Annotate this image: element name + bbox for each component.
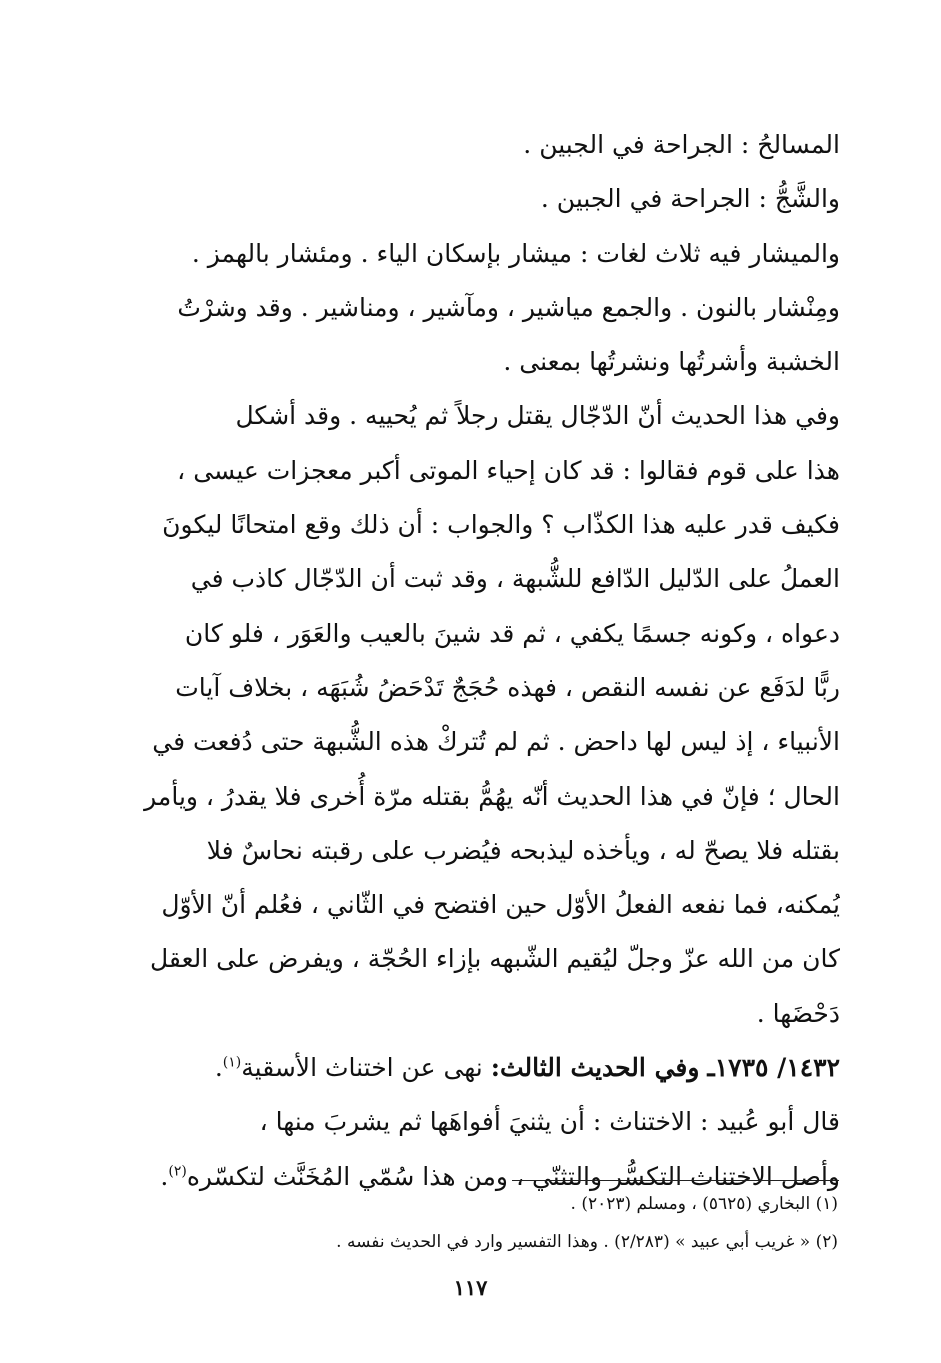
text-line: الأنبياء ، إذ ليس لها داحض . ثم لم تُتركْ هذه الشُّبهة حتى دُفعت في	[152, 727, 840, 757]
hadith-number: ١٤٣٢/ ١٧٣٥ـ	[707, 1053, 840, 1083]
footnote: (١) البخاري (٥٦٢٥) ، ومسلم (٢٠٢٣) .	[570, 1194, 838, 1214]
hadith-text: نهى عن اختناث الأسقية	[241, 1053, 483, 1083]
footnotes	[100, 1185, 838, 1261]
heading-end: .	[214, 1053, 223, 1083]
text-line: فكيف قدر عليه هذا الكذّاب ؟ والجواب : أن ذلك وقع امتحانًا ليكونَ	[162, 510, 840, 540]
text-line: يُمكنه، فما نفعه الفعلُ الأوّل حين افتضح في الثّاني ، فعُلم أنّ الأوّل	[161, 890, 840, 920]
hadith-heading	[100, 1041, 840, 1095]
text-line: والميشار فيه ثلاث لغات : ميشار بإسكان الياء . ومئشار بالهمز .	[191, 238, 840, 268]
text-line	[100, 1095, 840, 1149]
text-line: العملُ على الدّليل الدّافع للشُّبهة ، وقد ثبت أن الدّجّال كاذب في	[190, 564, 840, 594]
text-line: المسالحُ : الجراحة في الجبين .	[523, 130, 840, 159]
text-line: هذا على قوم فقالوا : قد كان إحياء الموتى أكبر معجزات عيسى ،	[177, 455, 840, 485]
hadith-title: وفي الحديث الثالث:	[490, 1053, 700, 1083]
footnote-divider	[512, 1180, 839, 1181]
text-line: وفي هذا الحديث أنّ الدّجّال يقتل رجلاً ثم يُحييه . وقد أشكل	[235, 401, 840, 431]
page-number: ١١٧	[453, 1275, 488, 1300]
line-end: .	[160, 1161, 169, 1191]
text-line: ومِنْشار بالنون . والجمع مياشير ، ومآشير ، ومناشير . وقد وشرْتُ	[177, 292, 840, 322]
text-line: دَحْضَها .	[756, 998, 840, 1028]
text-line-content: قال أبو عُبيد : الاختناث : أن يثنيَ أفواهَها ثم يشربَ منها ،	[259, 1107, 840, 1137]
text-line: كان من الله عزّ وجلّ ليُقيم الشّبهه بإزاء الحُجّة ، ويفرض على العقل	[150, 944, 840, 974]
text-line: دعواه ، وكونه جسمًا يكفي ، ثم قد شينَ بالعيب والعَوَر ، فلو كان	[184, 618, 840, 648]
text-line: بقتله فلا يصحّ له ، ويأخذه ليذبحه فيُضرب على رقبته نحاسٌ فلا	[206, 835, 840, 865]
text-line: الحال ؛ فإنّ في هذا الحديث أنّه يهُمُّ بقتله مرّة أُخرى فلا يقدرُ ، ويأمر	[144, 781, 840, 811]
text-line-content: وأصل الاختناث التكسُّر والتثنّي ، ومن هذا سُمّي المُخَنَّث لتكسّره	[186, 1161, 840, 1191]
footnote: (٢) « غريب أبي عبيد » (٢/٢٨٣) . وهذا التفسير وارد في الحديث نفسه .	[336, 1232, 838, 1252]
footnote-ref: (٢)	[168, 1163, 187, 1180]
text-line: والشَّجُّ : الجراحة في الجبين .	[540, 184, 840, 214]
text-line: ربًّا لدَفَع عن نفسه النقص ، فهذه حُجَجٌ تَدْحَضُ شُبَهَه ، بخلاف آيات	[175, 672, 840, 702]
text-line: الخشبة وأشرتُها ونشرتُها بمعنى .	[503, 347, 840, 377]
main-text	[100, 118, 840, 1204]
footnote-ref: (١)	[222, 1054, 242, 1071]
